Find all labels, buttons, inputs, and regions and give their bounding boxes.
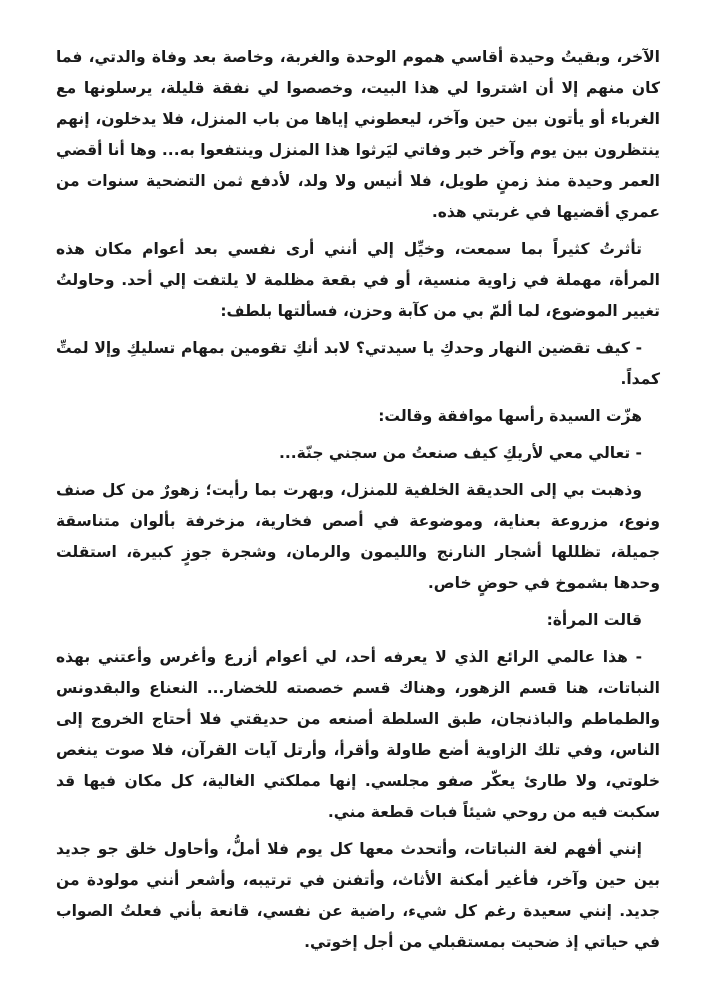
paragraph-narration-3: هزّت السيدة رأسها موافقة وقالت: <box>378 407 642 425</box>
paragraph-dialog-2: - تعالي معي لأريكِ كيف صنعتُ من سجني جنّة... <box>278 444 642 462</box>
paragraph-narration-1: الآخر، وبقيتُ وحيدة أقاسي هموم الوحدة والغربة، وخاصة بعد وفاة والدتي، فما كان منهم إلا أن اشتروا لي هذا البيت، وخصصوا لي نفقة قليلة، يرسلونها مع الغرباء أو يأتون بين حين وآخر، ليعطوني إياها من باب المنزل، فلا يدخلون، إنهم ينتظرون بين يوم وآخر خبر وفاتي ليَرثوا هذا المنزل وينتفعوا به... وها أنا أقضي العمر وحيدة منذ زمنٍ طويل، فلا أنيس ولا ولد، لأدفع ثمن التضحية سنوات من عمري أقضيها في غربتي هذه. <box>56 48 660 221</box>
paragraph-dialog-3: - هذا عالمي الرائع الذي لا يعرفه أحد، لي أعوام أزرع وأغرس وأعتني بهذه النباتات، هنا قسم الزهور، وهناك قسم خصصته للخضار... النعناع والبقدونس والطماطم والباذنجان، طبق السلطة أصنعه من حديقتي فلا أحتاج الخروج إلى الناس، وفي تلك الزاوية أضع طاولة وأقرأ، وأرتل آيات القرآن، فلا صوت ينغص خلوتي، ولا طارئ يعكّر صفو مجلسي. إنها مملكتي الغالية، كل مكان فيها قد سكبت فيه من روحي شيئاً فبات قطعة مني. <box>56 648 660 821</box>
paragraph-dialog-1: - كيف تقضين النهار وحدكِ يا سيدتي؟ لابد أنكِ تقومين بمهام تسليكِ وإلا لمتِّ كمداً. <box>56 339 660 388</box>
paragraph-narration-4: وذهبت بي إلى الحديقة الخلفية للمنزل، وبهرت بما رأيت؛ زهورٌ من كل صنف ونوع، مزروعة بعناية، وموضوعة في أصص فخارية، مزخرفة بألوان متناسقة جميلة، تظللها أشجار النارنج والليمون والرمان، وشجرة جوزٍ كبيرة، استقلت وحدها بشموخ في حوضٍ خاص. <box>56 481 660 592</box>
paragraph-narration-6: إنني أفهم لغة النباتات، وأتحدث معها كل يوم فلا أملُّ، وأحاول خلق جو جديد بين حين وآخر، فأغير أمكنة الأثاث، وأتفنن في ترتيبه، وأشعر أنني مولودة من جديد. إنني سعيدة رغم كل شيء، راضية عن نفسي، قانعة بأني فعلتُ الصواب في حياتي إذ ضحيت بمستقبلي من أجل إخوتي. <box>56 840 660 951</box>
paragraph-narration-2: تأثرتُ كثيراً بما سمعت، وخيِّل إلي أنني أرى نفسي بعد أعوام مكان هذه المرأة، مهملة في زاوية منسية، أو في بقعة مظلمة لا يلتفت إلي أحد. وحاولتُ تغيير الموضوع، لما ألمّ بي من كآبة وحزن، فسألتها بلطف: <box>56 240 660 320</box>
paragraph-narration-5: قالت المرأة: <box>546 611 642 629</box>
document-page <box>56 42 660 964</box>
